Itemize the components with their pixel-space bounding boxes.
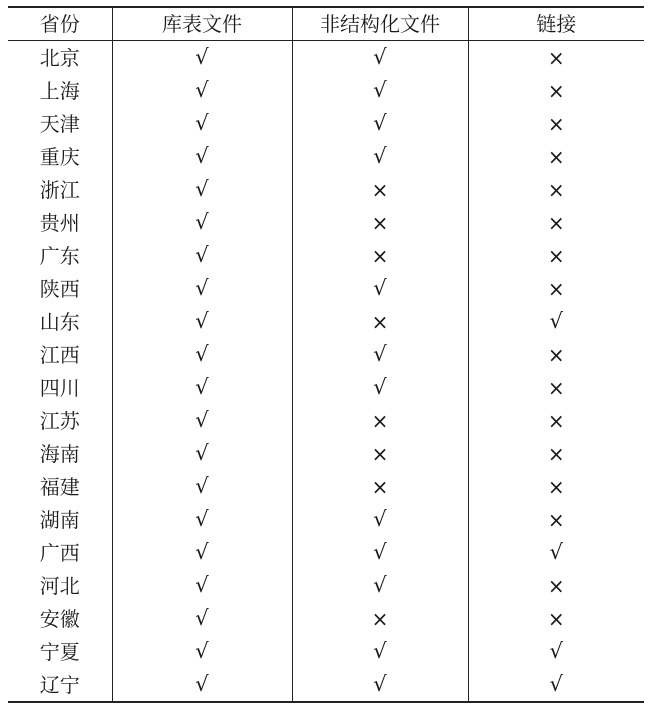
unstructured-files-cell bbox=[292, 338, 468, 371]
unstructured-files-cell bbox=[292, 305, 468, 338]
unstructured-files-cell bbox=[292, 470, 468, 503]
cross-mark: × bbox=[547, 111, 565, 136]
db-files-cell bbox=[112, 635, 292, 668]
cross-mark: × bbox=[547, 144, 565, 169]
check-mark: √ bbox=[195, 408, 209, 432]
links-cell bbox=[468, 437, 644, 470]
check-mark: √ bbox=[195, 177, 209, 201]
unstructured-files-cell bbox=[292, 602, 468, 635]
cross-mark: × bbox=[547, 243, 565, 268]
table-container bbox=[8, 6, 644, 703]
check-mark: √ bbox=[195, 309, 209, 333]
province-cell: 上海 bbox=[39, 78, 80, 103]
links-cell bbox=[468, 140, 644, 173]
unstructured-files-cell bbox=[292, 41, 468, 75]
links-cell bbox=[468, 173, 644, 206]
province-cell: 广东 bbox=[39, 243, 80, 268]
table-row bbox=[8, 635, 644, 668]
check-mark: √ bbox=[195, 210, 209, 234]
table-row bbox=[8, 668, 644, 702]
check-mark: √ bbox=[373, 342, 387, 366]
unstructured-files-cell bbox=[292, 668, 468, 702]
province-cell: 福建 bbox=[39, 474, 80, 499]
check-mark: √ bbox=[373, 45, 387, 69]
check-mark: √ bbox=[549, 672, 563, 696]
check-mark: √ bbox=[195, 276, 209, 300]
check-mark: √ bbox=[373, 507, 387, 531]
unstructured-files-cell bbox=[292, 569, 468, 602]
check-mark: √ bbox=[195, 474, 209, 498]
table-row bbox=[8, 602, 644, 635]
table-header bbox=[8, 7, 644, 41]
db-files-cell bbox=[112, 140, 292, 173]
links-cell bbox=[468, 107, 644, 140]
province-cell: 浙江 bbox=[39, 177, 80, 202]
unstructured-files-cell bbox=[292, 140, 468, 173]
check-mark: √ bbox=[195, 639, 209, 663]
cross-mark: × bbox=[547, 45, 565, 70]
check-mark: √ bbox=[373, 78, 387, 102]
db-files-cell bbox=[112, 74, 292, 107]
links-cell bbox=[468, 206, 644, 239]
cross-mark: × bbox=[547, 177, 565, 202]
db-files-cell bbox=[112, 239, 292, 272]
table-row bbox=[8, 536, 644, 569]
check-mark: √ bbox=[195, 78, 209, 102]
db-files-cell bbox=[112, 536, 292, 569]
check-mark: √ bbox=[549, 309, 563, 333]
unstructured-files-cell bbox=[292, 437, 468, 470]
db-files-cell bbox=[112, 404, 292, 437]
table-row bbox=[8, 74, 644, 107]
cross-mark: × bbox=[547, 606, 565, 631]
links-cell bbox=[468, 503, 644, 536]
header-links: 链接 bbox=[468, 7, 644, 41]
links-cell bbox=[468, 371, 644, 404]
table-row bbox=[8, 173, 644, 206]
db-files-cell bbox=[112, 602, 292, 635]
unstructured-files-cell bbox=[292, 107, 468, 140]
unstructured-files-cell bbox=[292, 239, 468, 272]
check-mark: √ bbox=[373, 672, 387, 696]
links-cell bbox=[468, 404, 644, 437]
links-cell bbox=[468, 41, 644, 75]
province-cell: 湖南 bbox=[39, 507, 80, 532]
cross-mark: × bbox=[371, 309, 389, 334]
check-mark: √ bbox=[195, 111, 209, 135]
check-mark: √ bbox=[195, 441, 209, 465]
unstructured-files-cell bbox=[292, 404, 468, 437]
province-cell: 天津 bbox=[39, 111, 80, 136]
table-row bbox=[8, 305, 644, 338]
links-cell bbox=[468, 635, 644, 668]
db-files-cell bbox=[112, 173, 292, 206]
cross-mark: × bbox=[371, 210, 389, 235]
links-cell bbox=[468, 338, 644, 371]
unstructured-files-cell bbox=[292, 173, 468, 206]
cross-mark: × bbox=[547, 573, 565, 598]
check-mark: √ bbox=[373, 111, 387, 135]
check-mark: √ bbox=[195, 375, 209, 399]
unstructured-files-cell bbox=[292, 74, 468, 107]
cross-mark: × bbox=[547, 441, 565, 466]
db-files-cell bbox=[112, 569, 292, 602]
check-mark: √ bbox=[195, 144, 209, 168]
check-mark: √ bbox=[373, 540, 387, 564]
table-row bbox=[8, 338, 644, 371]
header-db-files: 库表文件 bbox=[112, 7, 292, 41]
db-files-cell bbox=[112, 437, 292, 470]
check-mark: √ bbox=[195, 507, 209, 531]
cross-mark: × bbox=[547, 276, 565, 301]
unstructured-files-cell bbox=[292, 635, 468, 668]
check-mark: √ bbox=[373, 573, 387, 597]
check-mark: √ bbox=[373, 375, 387, 399]
table-row bbox=[8, 404, 644, 437]
check-mark: √ bbox=[549, 540, 563, 564]
table-row bbox=[8, 41, 644, 75]
table-row bbox=[8, 140, 644, 173]
db-files-cell bbox=[112, 272, 292, 305]
db-files-cell bbox=[112, 503, 292, 536]
links-cell bbox=[468, 569, 644, 602]
cross-mark: × bbox=[547, 375, 565, 400]
links-cell bbox=[468, 536, 644, 569]
header-row bbox=[8, 7, 644, 41]
check-mark: √ bbox=[373, 639, 387, 663]
province-cell: 贵州 bbox=[39, 210, 80, 235]
table-row bbox=[8, 239, 644, 272]
cross-mark: × bbox=[371, 177, 389, 202]
table-row bbox=[8, 437, 644, 470]
province-cell: 广西 bbox=[39, 540, 80, 565]
table-row bbox=[8, 371, 644, 404]
db-files-cell bbox=[112, 41, 292, 75]
links-cell bbox=[468, 470, 644, 503]
unstructured-files-cell bbox=[292, 503, 468, 536]
province-cell: 江苏 bbox=[39, 408, 80, 433]
province-cell: 河北 bbox=[39, 573, 80, 598]
db-files-cell bbox=[112, 371, 292, 404]
province-cell: 重庆 bbox=[39, 144, 80, 169]
links-cell bbox=[468, 272, 644, 305]
db-files-cell bbox=[112, 305, 292, 338]
links-cell bbox=[468, 239, 644, 272]
province-cell: 北京 bbox=[39, 45, 80, 70]
check-mark: √ bbox=[549, 639, 563, 663]
province-cell: 四川 bbox=[39, 375, 80, 400]
check-mark: √ bbox=[195, 45, 209, 69]
table-row bbox=[8, 206, 644, 239]
header-unstructured-files: 非结构化文件 bbox=[292, 7, 468, 41]
province-cell: 陕西 bbox=[39, 276, 80, 301]
db-files-cell bbox=[112, 470, 292, 503]
cross-mark: × bbox=[371, 243, 389, 268]
check-mark: √ bbox=[195, 606, 209, 630]
unstructured-files-cell bbox=[292, 272, 468, 305]
table-body bbox=[8, 41, 644, 703]
province-cell: 江西 bbox=[39, 342, 80, 367]
cross-mark: × bbox=[547, 342, 565, 367]
table-row bbox=[8, 107, 644, 140]
header-province: 省份 bbox=[8, 7, 112, 41]
cross-mark: × bbox=[547, 78, 565, 103]
cross-mark: × bbox=[547, 408, 565, 433]
unstructured-files-cell bbox=[292, 206, 468, 239]
province-cell: 宁夏 bbox=[39, 639, 80, 664]
check-mark: √ bbox=[195, 672, 209, 696]
cross-mark: × bbox=[547, 474, 565, 499]
links-cell bbox=[468, 668, 644, 702]
check-mark: √ bbox=[195, 573, 209, 597]
province-cell: 安徽 bbox=[39, 606, 80, 631]
cross-mark: × bbox=[371, 474, 389, 499]
cross-mark: × bbox=[371, 606, 389, 631]
cross-mark: × bbox=[371, 441, 389, 466]
province-data-table bbox=[8, 6, 644, 703]
db-files-cell bbox=[112, 107, 292, 140]
province-cell: 辽宁 bbox=[8, 668, 112, 702]
check-mark: √ bbox=[373, 144, 387, 168]
check-mark: √ bbox=[195, 540, 209, 564]
db-files-cell bbox=[112, 668, 292, 702]
links-cell bbox=[468, 305, 644, 338]
table-row bbox=[8, 470, 644, 503]
db-files-cell bbox=[112, 338, 292, 371]
check-mark: √ bbox=[195, 342, 209, 366]
unstructured-files-cell bbox=[292, 536, 468, 569]
check-mark: √ bbox=[195, 243, 209, 267]
cross-mark: × bbox=[371, 408, 389, 433]
province-cell: 海南 bbox=[39, 441, 80, 466]
links-cell bbox=[468, 74, 644, 107]
table-row bbox=[8, 569, 644, 602]
db-files-cell bbox=[112, 206, 292, 239]
cross-mark: × bbox=[547, 210, 565, 235]
unstructured-files-cell bbox=[292, 371, 468, 404]
check-mark: √ bbox=[373, 276, 387, 300]
table-row bbox=[8, 503, 644, 536]
cross-mark: × bbox=[547, 507, 565, 532]
table-row bbox=[8, 272, 644, 305]
links-cell bbox=[468, 602, 644, 635]
province-cell: 山东 bbox=[39, 309, 80, 334]
